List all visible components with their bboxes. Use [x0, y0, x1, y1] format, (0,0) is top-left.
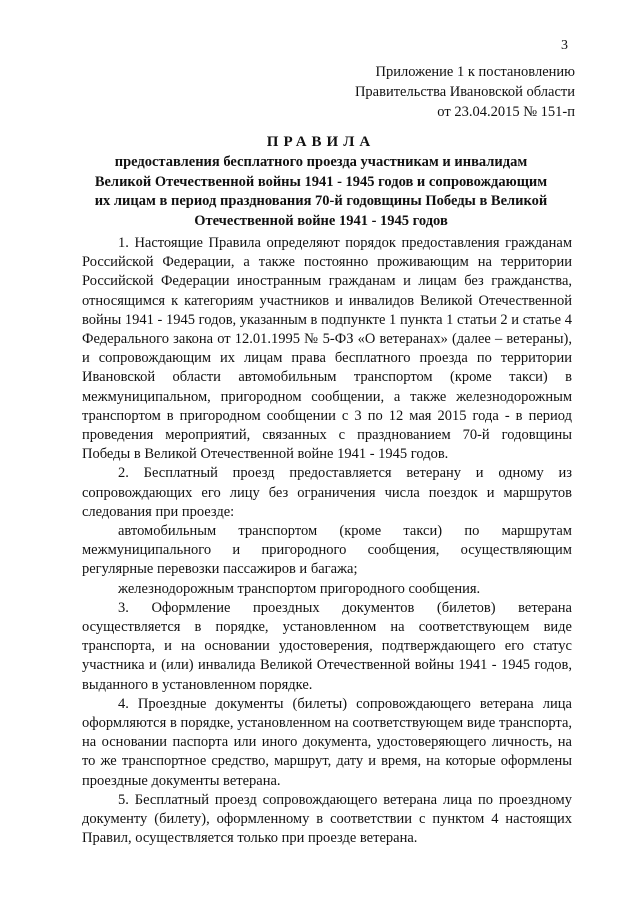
title-block	[66, 132, 576, 231]
appendix-line: от 23.04.2015 № 151-п	[437, 104, 575, 120]
paragraph-5: 5. Бесплатный проезд сопровождающего ветерана лица по проездному документу (билету), оформленному в соответствии с пунктом 4 настоящих Правил, осуществляется только при проезде ветерана.	[82, 791, 572, 847]
appendix-line: Приложение 1 к постановлению	[375, 64, 575, 80]
document-title: ПРАВИЛА	[266, 134, 376, 150]
subtitle-line: предоставления бесплатного проезда участникам и инвалидам	[114, 154, 528, 170]
page-number: 3	[561, 38, 568, 53]
subtitle-line: Отечественной войне 1941 - 1945 годов	[194, 212, 448, 229]
subtitle-line: их лицам в период празднования 70-й годовщины Победы в Великой	[94, 193, 548, 209]
paragraph-4: 4. Проездные документы (билеты) сопровождающего ветерана лица оформляются в порядке, установленном на соответствующем виде транспорта, на основании паспорта или иного документа, удостоверяющего личность, на то же транспортное средство, маршрут, дату и время, на которые оформлены проездные документы ветерана.	[82, 695, 572, 789]
appendix-header	[355, 62, 575, 122]
paragraph-2-item-road: автомобильным транспортом (кроме такси) по маршрутам межмуниципального и пригородного сообщения, осуществляющим регулярные перевозки пассажиров и багажа;	[82, 523, 572, 578]
paragraph-3: 3. Оформление проездных документов (билетов) ветерана осуществляется в порядке, установленном на соответствующем виде транспорта, и на основании удостоверения, подтверждающего его статус участника и (или) инвалида Великой Отечественной войны 1941 - 1945 годов, выданного в установленном порядке.	[82, 599, 572, 693]
subtitle-line: Великой Отечественной войны 1941 - 1945 годов и сопровождающим	[94, 173, 548, 190]
paragraph-2: 2. Бесплатный проезд предоставляется ветерану и одному из сопровождающих его лицу без ограничения числа поездок и маршрутов следования при проезде:	[82, 465, 572, 520]
appendix-line: Правительства Ивановской области	[354, 84, 575, 100]
paragraph-1: 1. Настоящие Правила определяют порядок предоставления гражданам Российской Федерации, а также постоянно проживающим на территории Российской Федерации иностранным гражданам и лицам без гражданства, относящимся к категориям участников и инвалидов Великой Отечественной войны 1941 - 1945 годов, указанным в подпункте 1 пункта 1 статьи 2 и статье 4 Федерального закона от 12.01.1995 № 5-ФЗ «О ветеранах» (далее – ветераны), и сопровождающим их лицам права бесплатного проезда по территории Ивановской области автомобильным транспортом (кроме такси) в межмуниципальном, пригородном сообщении, а также железнодорожным транспортом в пригородном сообщении с 3 по 12 мая 2015 года - в период проведения мероприятий, связанных с празднованием 70-й годовщины Победы в Великой Отечественной войне 1941 - 1945 годов.	[82, 235, 572, 463]
document-body	[82, 234, 572, 849]
paragraph-2-item-rail: железнодорожным транспортом пригородного сообщения.	[118, 580, 481, 597]
